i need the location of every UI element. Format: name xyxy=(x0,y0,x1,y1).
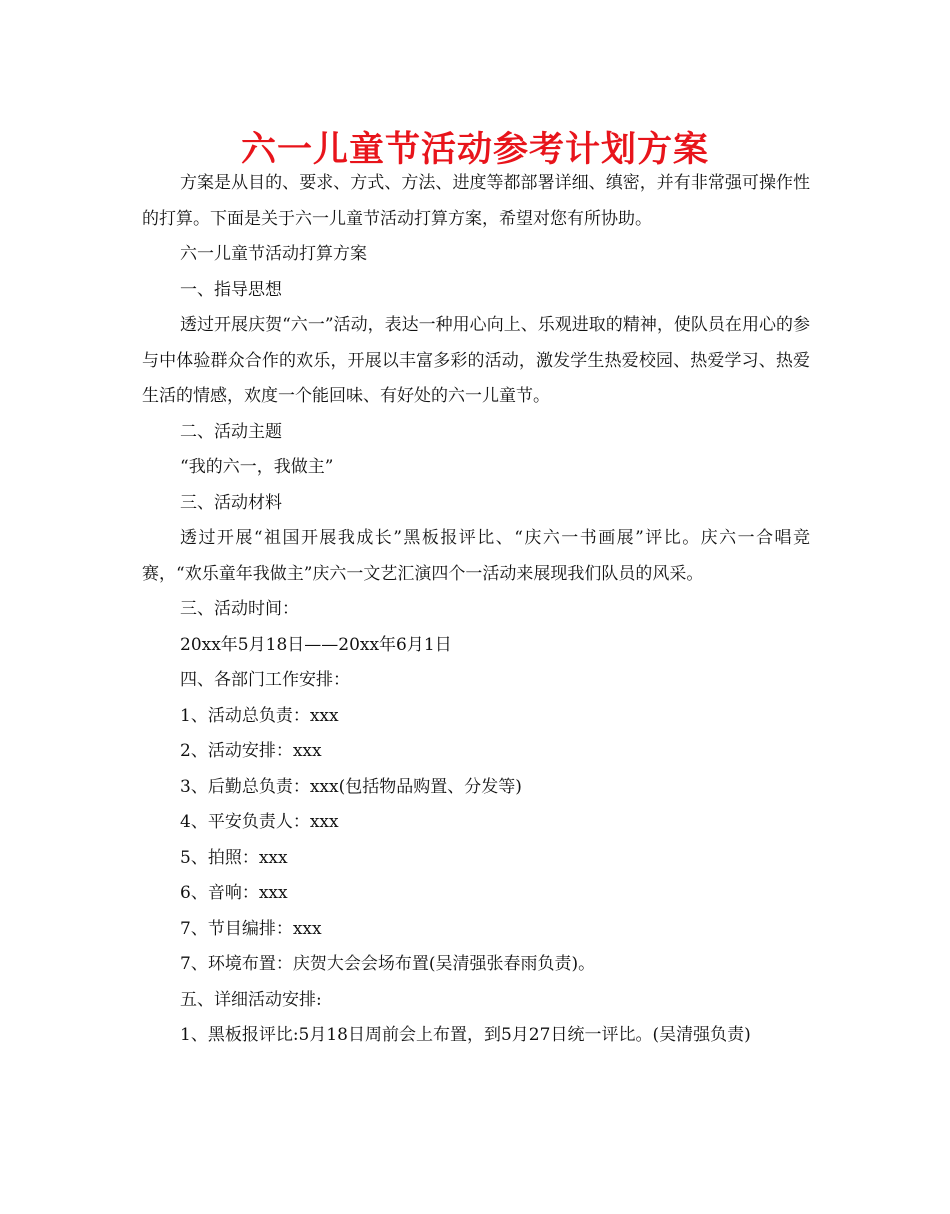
section-heading-time: 三、活动时间： xyxy=(180,599,299,619)
document-title: 六一儿童节活动参考计划方案 xyxy=(240,130,709,170)
list-item: 5、拍照：xxx xyxy=(180,847,288,868)
guiding-idea-paragraph: 透过开展庆贺“六一”活动，表达一种用心向上、乐观进取的精神，使队员在用心的参与中体验群众合作的欢乐，开展以丰富多彩的活动，激发学生热爱校园、热爱学习、热爱生活的情感，欢度一个能回味、有好处的六一儿童节。 xyxy=(142,315,810,406)
list-item: 1、活动总负责：xxx xyxy=(180,705,339,726)
schedule-item: 1、黑板报评比:5月18日周前会上布置，到5月27日统一评比。(吴清强负责) xyxy=(180,1025,751,1045)
document-body xyxy=(142,166,810,1054)
section-heading-materials: 三、活动材料 xyxy=(180,492,282,513)
section-heading-assignments: 四、各部门工作安排： xyxy=(180,670,350,690)
theme-text: “我的六一，我做主” xyxy=(180,457,334,477)
materials-paragraph: 透过开展“祖国开展我成长”黑板报评比、“庆六一书画展”评比。庆六一合唱竞赛，“欢乐童年我做主”庆六一文艺汇演四个一活动来展现我们队员的风采。 xyxy=(142,528,810,584)
list-item: 7、节目编排：xxx xyxy=(180,918,322,939)
list-item: 3、后勤总负责：xxx(包括物品购置、分发等) xyxy=(180,776,522,797)
section-heading-guiding-idea: 一、指导思想 xyxy=(180,279,282,300)
intro-paragraph: 方案是从目的、要求、方式、方法、进度等都部署详细、缜密，并有非常强可操作性的打算。下面是关于六一儿童节活动打算方案，希望对您有所协助。 xyxy=(142,173,810,229)
list-item: 2、活动安排：xxx xyxy=(180,741,322,761)
plan-subtitle: 六一儿童节活动打算方案 xyxy=(180,244,367,264)
list-item: 4、平安负责人：xxx xyxy=(180,812,339,832)
time-text: 20xx年5月18日——20xx年6月1日 xyxy=(180,634,452,655)
section-heading-theme: 二、活动主题 xyxy=(180,421,282,442)
list-item: 7、环境布置：庆贺大会会场布置(吴清强张春雨负责)。 xyxy=(180,954,596,974)
list-item: 6、音响：xxx xyxy=(180,883,288,903)
section-heading-schedule: 五、详细活动安排: xyxy=(180,989,322,1010)
